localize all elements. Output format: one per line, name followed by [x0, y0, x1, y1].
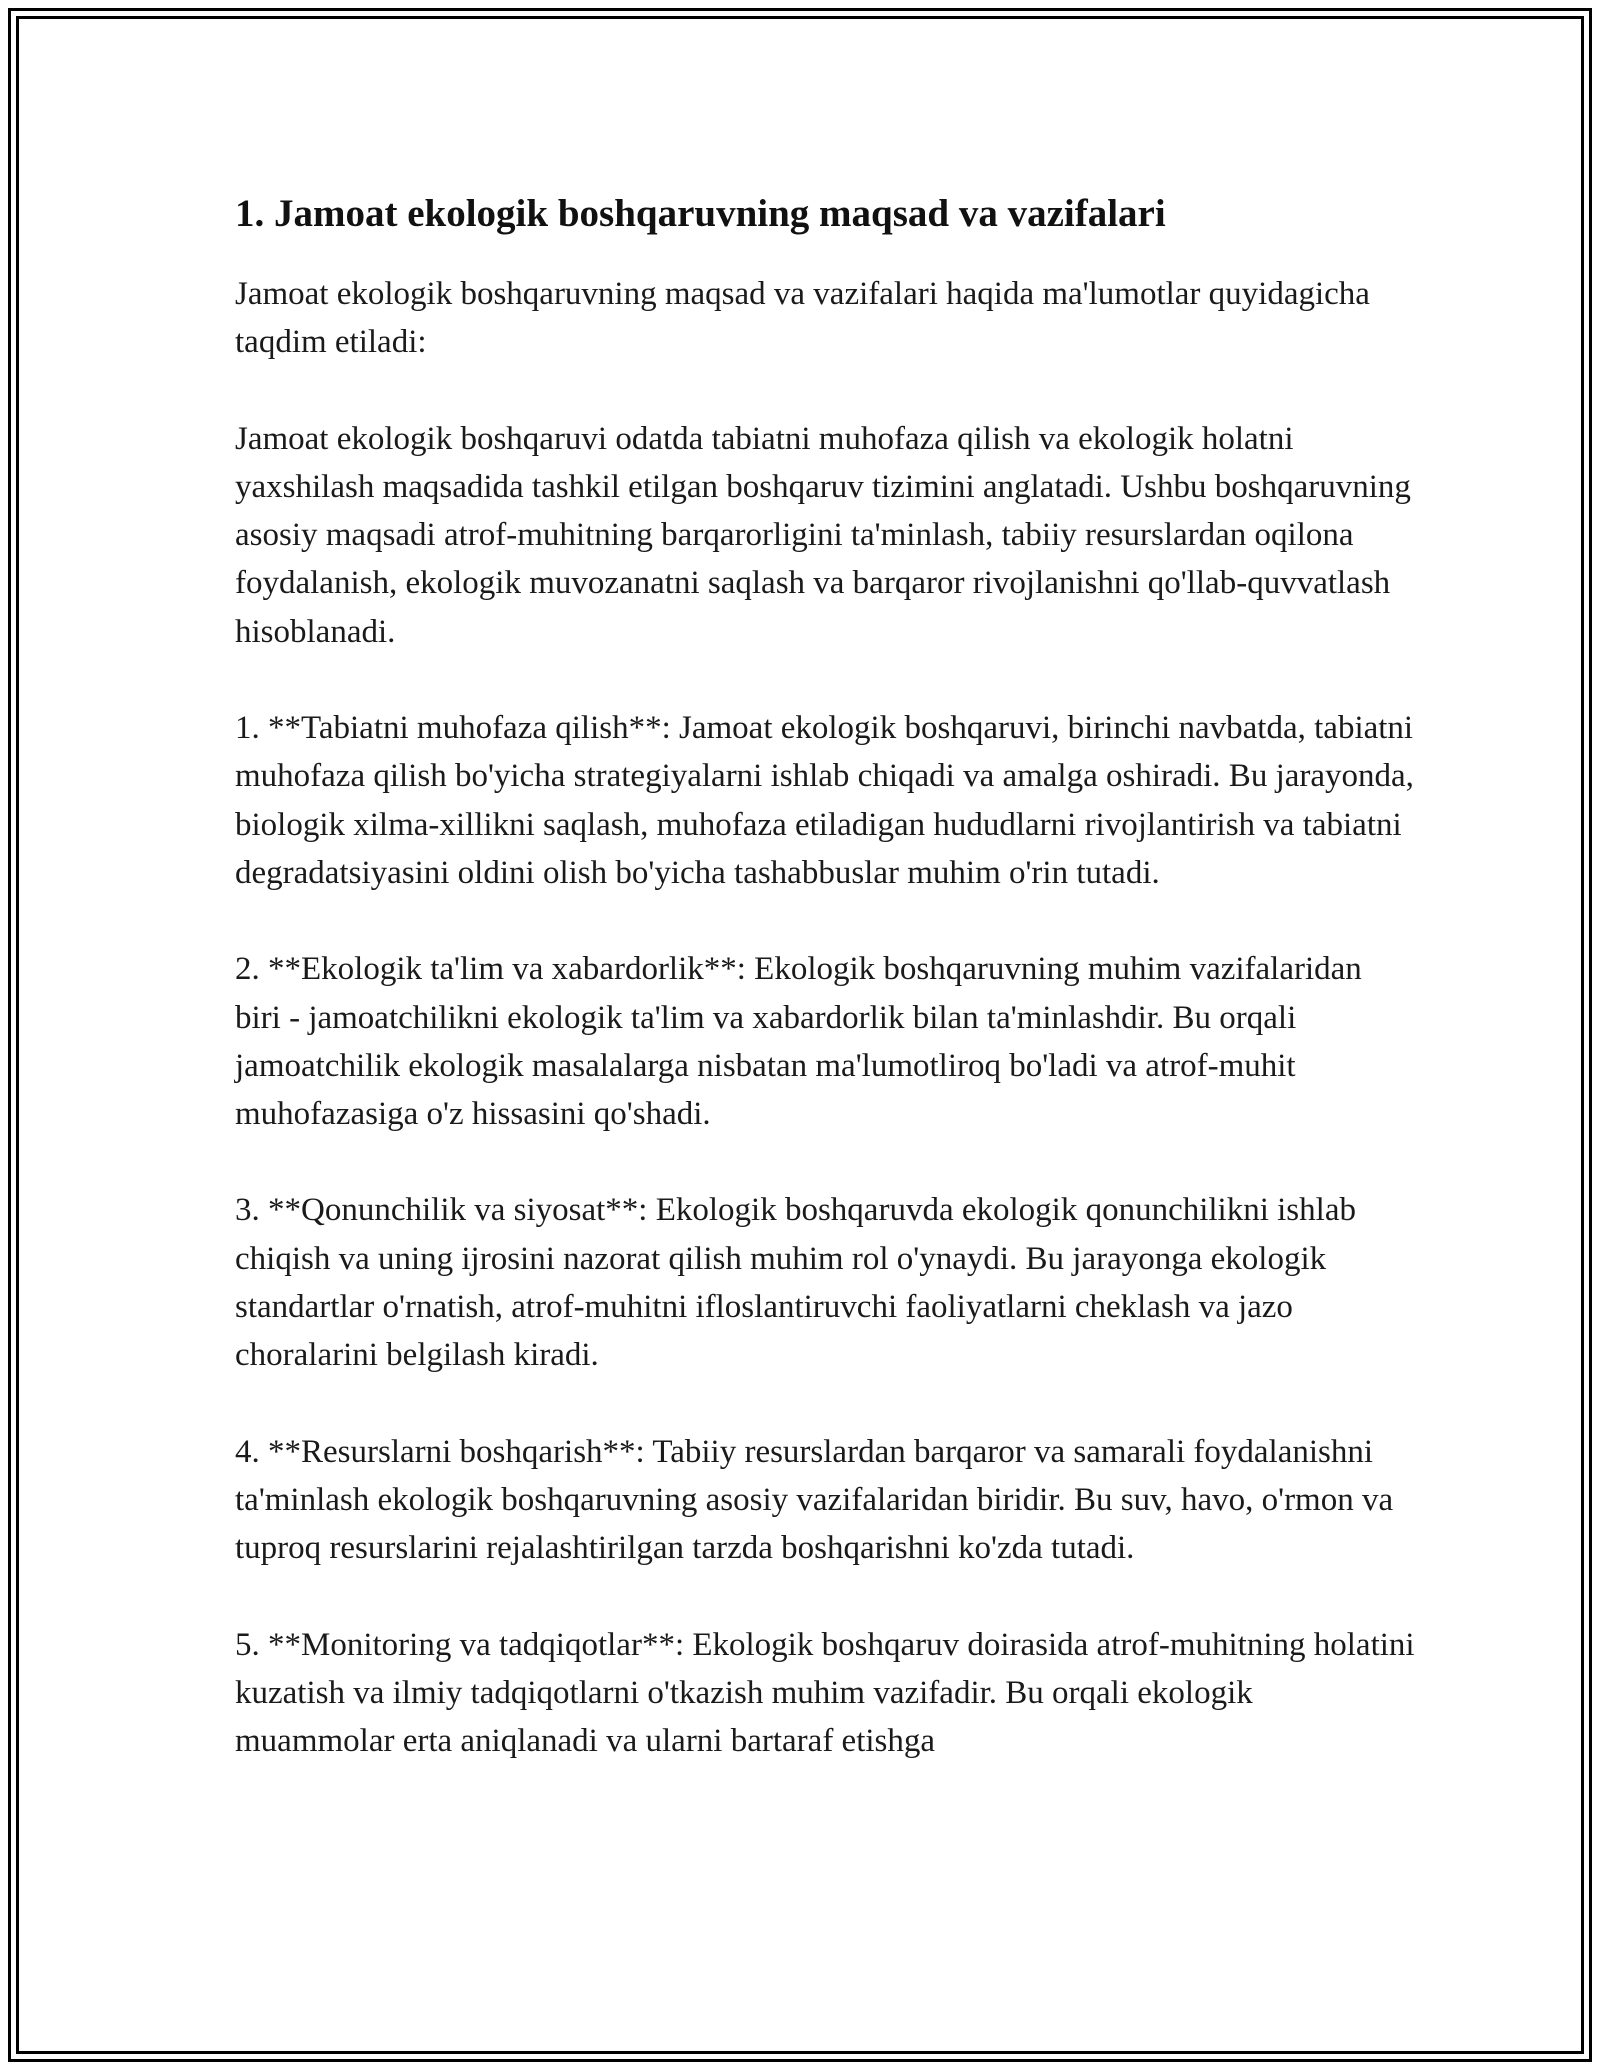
overview-paragraph: Jamoat ekologik boshqaruvi odatda tabiatni muhofaza qilish va ekologik holatni yaxshilash maqsadida tashkil etilgan boshqaruv tizimini anglatadi. Ushbu boshqaruvning asosiy maqsadi atrof-muhitning barqarorligini ta'minlash, tabiiy resurslardan oqilona foydalanish, ekologik muvozanatni saqlash va barqaror rivojlanishni qo'llab-quvvatlash hisoblanadi. — [235, 420, 1411, 650]
intro-paragraph: Jamoat ekologik boshqaruvning maqsad va vazifalari haqida ma'lumotlar quyidagicha taqdim etiladi: — [235, 276, 1370, 361]
page-title: 1. Jamoat ekologik boshqaruvning maqsad va vazifalari — [235, 192, 1166, 235]
list-item-legislation-policy: 3. **Qonunchilik va siyosat**: Ekologik boshqaruvda ekologik qonunchilikni ishlab chiqish va uning ijrosini nazorat qilish muhim rol o'ynaydi. Bu jarayonga ekologik standartlar o'rnatish, atrof-muhitni ifloslantiruvchi faoliyatlarni cheklash va jazo choralarini belgilash kiradi. — [235, 1192, 1356, 1374]
list-item-ecological-education: 2. **Ekologik ta'lim va xabardorlik**: Ekologik boshqaruvning muhim vazifalaridan biri - jamoatchilikni ekologik ta'lim va xabardorlik bilan ta'minlashdir. Bu orqali jamoatchilik ekologik masalalarga nisbatan ma'lumotliroq bo'ladi va atrof-muhit muhofazasiga o'z hissasini qo'shadi. — [235, 951, 1362, 1133]
list-item-monitoring-research: 5. **Monitoring va tadqiqotlar**: Ekologik boshqaruv doirasida atrof-muhitning holatini kuzatish va ilmiy tadqiqotlarni o'tkazish muhim vazifadir. Bu orqali ekologik muammolar erta aniqlanadi va ularni bartaraf etishga — [235, 1626, 1415, 1760]
list-item-resource-management: 4. **Resurslarni boshqarish**: Tabiiy resurslardan barqaror va samarali foydalanishni ta'minlash ekologik boshqaruvning asosiy vazifalaridan biridir. Bu suv, havo, o'rmon va tuproq resurslarini rejalashtirilgan tarzda boshqarishni ko'zda tutadi. — [235, 1433, 1394, 1567]
list-item-nature-protection: 1. **Tabiatni muhofaza qilish**: Jamoat ekologik boshqaruvi, birinchi navbatda, tabiatni muhofaza qilish bo'yicha strategiyalarni ishlab chiqadi va amalga oshiradi. Bu jarayonda, biologik xilma-xillikni saqlash, muhofaza etiladigan hududlarni rivojlantirish va tabiatni degradatsiyasini oldini olish bo'yicha tashabbuslar muhim o'rin tutadi. — [235, 710, 1414, 891]
document-body — [235, 186, 1415, 1765]
